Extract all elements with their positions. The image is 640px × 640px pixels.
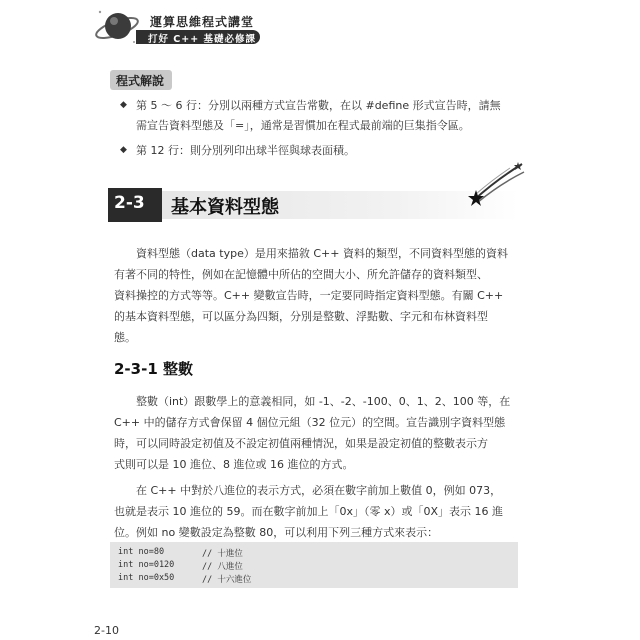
intro-line: 資料型態（data type）是用來描敘 C++ 資料的類型，不同資料型態的資料 bbox=[136, 247, 508, 260]
planet-icon bbox=[94, 6, 140, 48]
code-statement: int no=0x50 bbox=[118, 573, 175, 583]
section-title: 基本資料型態 bbox=[171, 197, 279, 218]
shooting-stars-icon bbox=[466, 160, 526, 206]
code-comment: // 十六進位 bbox=[202, 575, 252, 585]
subsection-title: 2-3-1 整數 bbox=[114, 360, 193, 378]
paragraph-line: 位。例如 no 變數設定為整數 80，可以利用下列三種方式來表示： bbox=[114, 526, 439, 539]
section-heading-band bbox=[108, 191, 518, 219]
code-statement: int no=80 bbox=[118, 547, 165, 557]
paragraph-line: C++ 中的儲存方式會保留 4 個位元組（32 位元）的空間。宣告識別字資料型態 bbox=[114, 416, 506, 429]
paragraph-line: 整數（int）跟數學上的意義相同，如 -1、-2、-100、0、1、2、100 等，在 bbox=[136, 395, 511, 408]
paragraph-line: 也就是表示 10 進位的 59。而在數字前加上「0x」（零 x）或「0X」表示 16 進 bbox=[114, 505, 504, 518]
section-number: 2-3 bbox=[114, 193, 145, 213]
intro-line: 有著不同的特性，例如在記憶體中所佔的空間大小、所允許儲存的資料類型、 bbox=[114, 268, 488, 281]
paragraph-line: 在 C++ 中對於八進位的表示方式，必須在數字前加上數值 0，例如 073， bbox=[136, 484, 502, 497]
code-comment: // 八進位 bbox=[202, 562, 243, 572]
intro-line: 資料操控的方式等等。C++ 變數宣告時，一定要同時指定資料型態。有關 C++ bbox=[114, 289, 504, 302]
explain-line: 第 12 行：則分別列印出球半徑與球表面積。 bbox=[136, 144, 355, 157]
paragraph-line: 時，可以同時設定初值及不設定初值兩種情況，如果是設定初值的整數表示方 bbox=[114, 437, 488, 450]
explain-line: 第 5 ～ 6 行：分別以兩種方式宣告常數，在以 #define 形式宣告時，請無 bbox=[136, 99, 501, 112]
diamond-bullet-icon: ◆ bbox=[120, 100, 127, 110]
code-comment: // 十進位 bbox=[202, 549, 243, 559]
header-title: 運算思維程式講堂 bbox=[150, 15, 255, 29]
explain-line: 需宣告資料型態及「=」，通常是習慣加在程式最前端的巨集指令區。 bbox=[136, 119, 470, 132]
intro-line: 的基本資料型態，可以區分為四類，分別是整數、浮點數、字元和布林資料型 bbox=[114, 310, 488, 323]
header-subtitle: 打好 C++ 基礎必修課 bbox=[148, 34, 257, 45]
paragraph-line: 式則可以是 10 進位、8 進位或 16 進位的方式。 bbox=[114, 458, 354, 471]
intro-line: 態。 bbox=[114, 331, 136, 344]
diamond-bullet-icon: ◆ bbox=[120, 145, 127, 155]
explain-label: 程式解說 bbox=[116, 74, 165, 88]
page-number: 2-10 bbox=[94, 624, 119, 637]
code-statement: int no=0120 bbox=[118, 560, 175, 570]
